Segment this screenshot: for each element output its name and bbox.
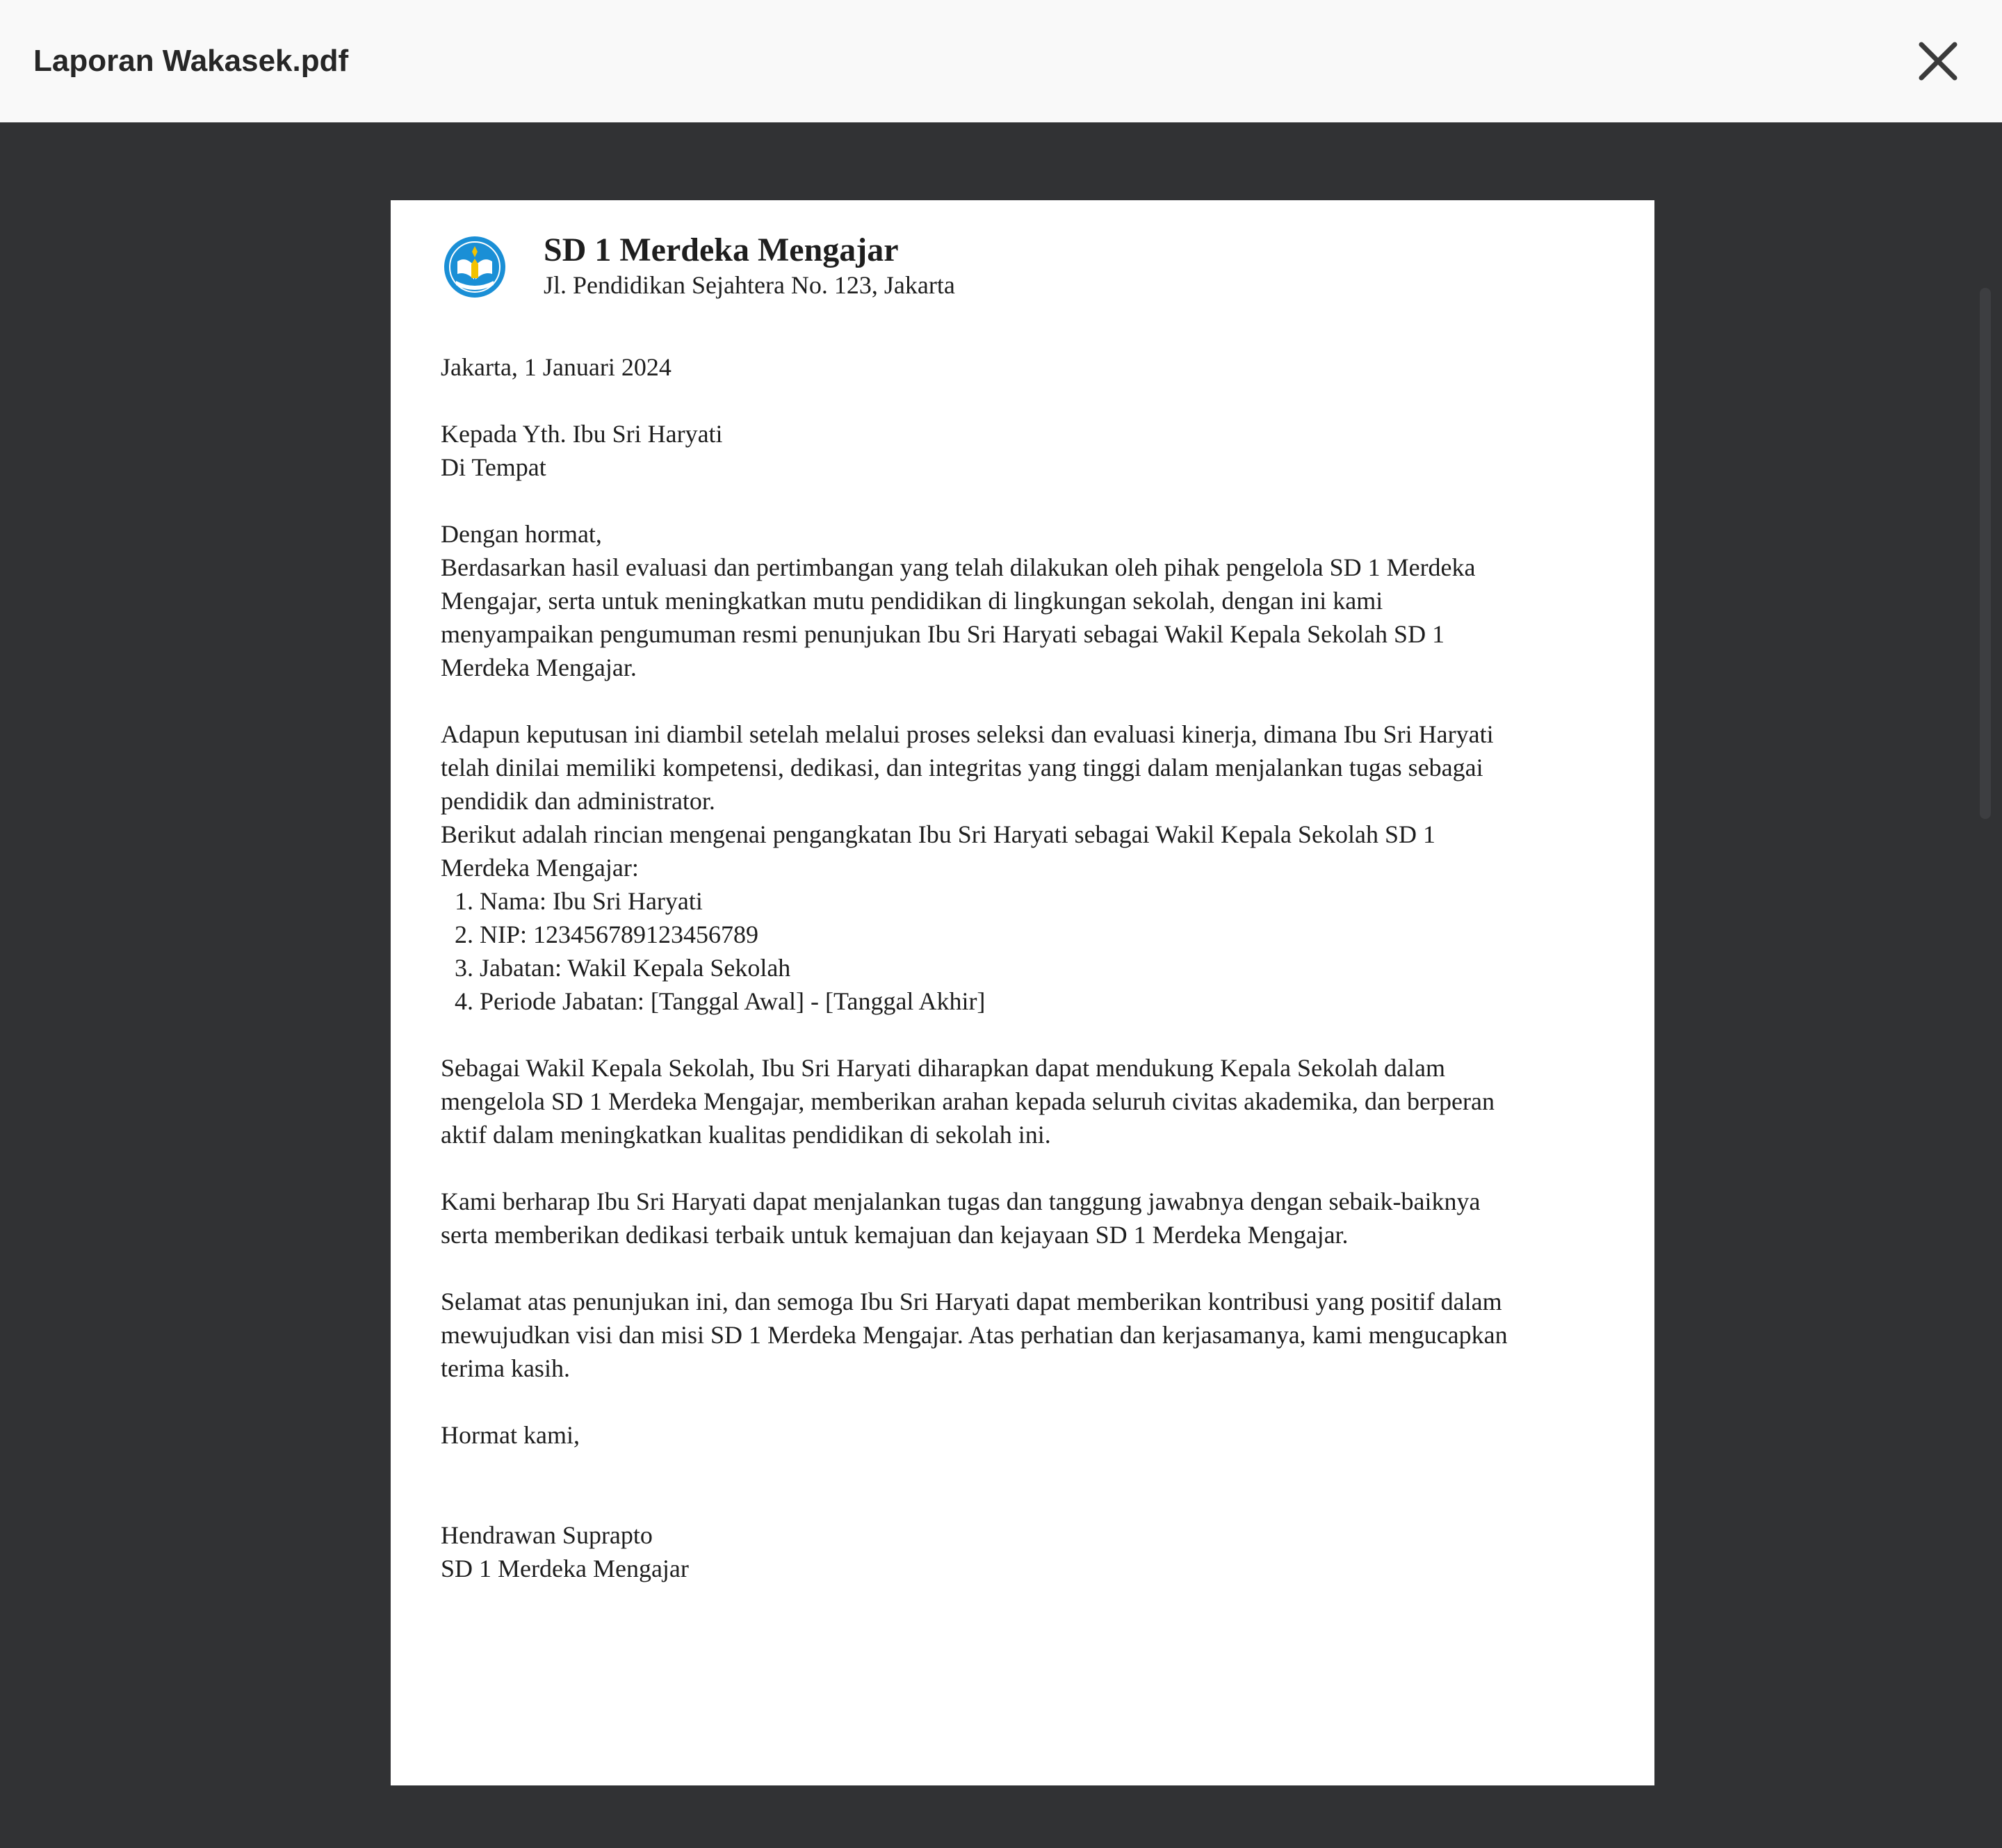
school-address: Jl. Pendidikan Sejahtera No. 123, Jakarta: [544, 271, 955, 299]
appointment-details: [441, 884, 1525, 1018]
paragraph-congratulation: Selamat atas penunjukan ini, dan semoga Ibu Sri Haryati dapat memberikan kontribusi yang positif dalam mewujudkan visi dan misi SD 1 Merdeka Mengajar. Atas perhatian dan kerjasamanya, kami mengucapkan terima kasih.: [441, 1288, 1508, 1382]
letter-body: [441, 350, 1525, 1585]
signer-name: Hendrawan Suprapto: [441, 1521, 653, 1549]
paragraph-decision: Adapun keputusan ini diambil setelah melalui proses seleksi dan evaluasi kinerja, dimana Ibu Sri Haryati telah dinilai memiliki kompetensi, dedikasi, dan integritas yang tinggi dalam menjalankan tugas sebagai pendidik dan administrator.: [441, 720, 1494, 815]
school-name: SD 1 Merdeka Mengajar: [544, 232, 899, 268]
closing: Hormat kami,: [441, 1421, 580, 1449]
list-item: 4. Periode Jabatan: [Tanggal Awal] - [Tanggal Akhir]: [480, 984, 1525, 1018]
list-item: 3. Jabatan: Wakil Kepala Sekolah: [480, 951, 1525, 984]
list-item: 1. Nama: Ibu Sri Haryati: [480, 884, 1525, 918]
paragraph-role: Sebagai Wakil Kepala Sekolah, Ibu Sri Haryati diharapkan dapat mendukung Kepala Sekolah dalam mengelola SD 1 Merdeka Mengajar, memberikan arahan kepada seluruh civitas akademika, dan berperan aktif dalam meningkatkan kualitas pendidikan di sekolah ini.: [441, 1054, 1495, 1149]
list-item: 2. NIP: 123456789123456789: [480, 918, 1525, 951]
close-icon: [1913, 39, 1963, 83]
pdf-page: [391, 200, 1654, 1785]
tut-wuri-handayani-logo: [443, 235, 506, 299]
paragraph-details-intro: Berikut adalah rincian mengenai pengangkatan Ibu Sri Haryati sebagai Wakil Kepala Sekolah SD 1 Merdeka Mengajar:: [441, 820, 1435, 882]
recipient-location: Di Tempat: [441, 453, 546, 481]
scrollbar-thumb[interactable]: [1980, 288, 1991, 819]
salutation: Dengan hormat,: [441, 520, 602, 548]
paragraph-opening: Berdasarkan hasil evaluasi dan pertimbangan yang telah dilakukan oleh pihak pengelola SD 1 Merdeka Mengajar, serta untuk meningkatkan mutu pendidikan di lingkungan sekolah, dengan ini kami menyampaikan pengumuman resmi penunjukan Ibu Sri Haryati sebagai Wakil Kepala Sekolah SD 1 Merdeka Mengajar.: [441, 553, 1476, 681]
recipient: Kepada Yth. Ibu Sri Haryati: [441, 420, 723, 448]
place-date: Jakarta, 1 Januari 2024: [441, 353, 672, 381]
close-button[interactable]: [1913, 39, 1963, 83]
viewer-header: [0, 0, 2002, 122]
signer-org: SD 1 Merdeka Mengajar: [441, 1555, 689, 1582]
file-name: Laporan Wakasek.pdf: [33, 44, 349, 78]
paragraph-hope: Kami berharap Ibu Sri Haryati dapat menjalankan tugas dan tanggung jawabnya dengan sebaik-baiknya serta memberikan dedikasi terbaik untuk kemajuan dan kejayaan SD 1 Merdeka Mengajar.: [441, 1188, 1481, 1249]
